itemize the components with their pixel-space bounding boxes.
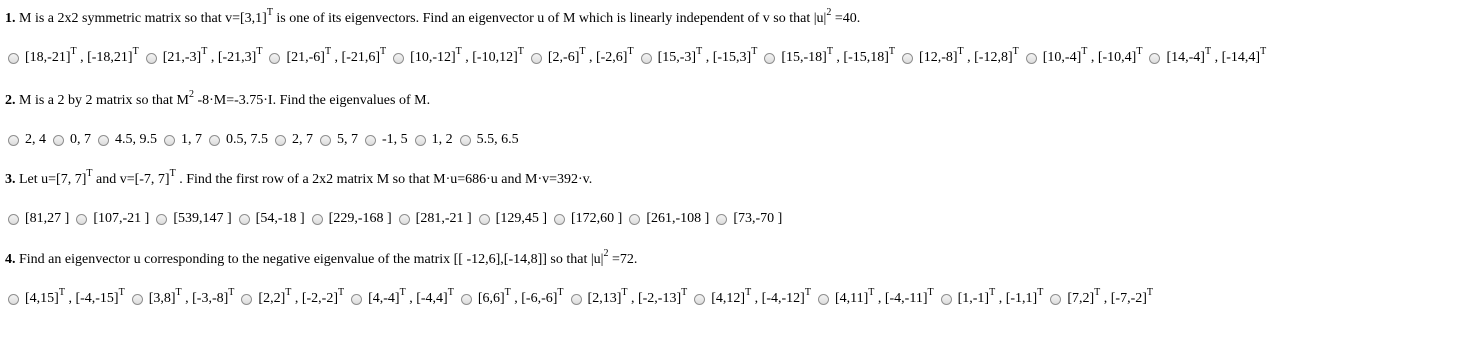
answer-option[interactable]: $[10,-4]^T$ , $[-10,4]^T$ <box>1026 50 1143 66</box>
answer-option[interactable]: 5, 7 <box>320 132 358 148</box>
question-3 <box>5 168 593 188</box>
answer-option[interactable]: $[14,-4]^T$ , $[-14,4]^T$ <box>1149 50 1266 66</box>
answer-option[interactable]: $[2,13]^T$ , $[-2,-13]^T$ <box>571 291 688 307</box>
question-text: M is a 2 by 2 matrix so that $M^2$ -8·M=-3.75·I. Find the eigenvalues of M. <box>19 89 431 108</box>
radio-button[interactable] <box>365 135 376 146</box>
answer-option[interactable]: 0, 7 <box>53 132 91 148</box>
radio-button[interactable] <box>146 53 157 64</box>
answer-option[interactable]: [539,147 ] <box>156 211 231 227</box>
radio-button[interactable] <box>531 53 542 64</box>
answer-options-3 <box>8 211 789 227</box>
answer-option[interactable]: [107,-21 ] <box>76 211 149 227</box>
radio-button[interactable] <box>156 214 167 225</box>
answer-option[interactable]: [81,27 ] <box>8 211 69 227</box>
radio-button[interactable] <box>209 135 220 146</box>
radio-button[interactable] <box>629 214 640 225</box>
radio-button[interactable] <box>415 135 426 146</box>
answer-option[interactable]: 2, 7 <box>275 132 313 148</box>
radio-button[interactable] <box>1026 53 1037 64</box>
radio-button[interactable] <box>818 294 829 305</box>
answer-option[interactable]: 4.5, 9.5 <box>98 132 157 148</box>
radio-button[interactable] <box>479 214 490 225</box>
radio-button[interactable] <box>351 294 362 305</box>
radio-button[interactable] <box>393 53 404 64</box>
radio-button[interactable] <box>239 214 250 225</box>
answer-option[interactable]: $[15,-18]^T$ , $[-15,18]^T$ <box>764 50 895 66</box>
radio-button[interactable] <box>53 135 64 146</box>
radio-button[interactable] <box>320 135 331 146</box>
radio-button[interactable] <box>716 214 727 225</box>
question-text: Find an eigenvector u corresponding to the negative eigenvalue of the matrix [[ -12,6],[-14,8]] so that $|u|^2 =72$. <box>19 248 638 267</box>
radio-button[interactable] <box>461 294 472 305</box>
radio-button[interactable] <box>8 294 19 305</box>
answer-options-4 <box>8 287 1160 307</box>
answer-option[interactable]: $[21,-6]^T$ , $[-21,6]^T$ <box>269 50 386 66</box>
question-2 <box>5 89 431 109</box>
radio-button[interactable] <box>275 135 286 146</box>
answer-option[interactable]: $[2,-6]^T$ , $[-2,6]^T$ <box>531 50 634 66</box>
radio-button[interactable] <box>164 135 175 146</box>
answer-option[interactable]: $[21,-3]^T$ , $[-21,3]^T$ <box>146 50 263 66</box>
answer-options-2 <box>8 132 526 148</box>
radio-button[interactable] <box>764 53 775 64</box>
answer-option[interactable]: [172,60 ] <box>554 211 622 227</box>
radio-button[interactable] <box>554 214 565 225</box>
answer-option[interactable]: $[4,15]^T$ , $[-4,-15]^T$ <box>8 291 125 307</box>
answer-option[interactable]: 0.5, 7.5 <box>209 132 268 148</box>
answer-option[interactable]: $[3,8]^T$ , $[-3,-8]^T$ <box>132 291 235 307</box>
answer-option[interactable]: $[10,-12]^T$ , $[-10,12]^T$ <box>393 50 524 66</box>
answer-option[interactable]: [129,45 ] <box>479 211 547 227</box>
radio-button[interactable] <box>8 214 19 225</box>
question-text: Let u=[7, 7]$^T$ and v=[-7, 7]$^T$ . Find the first row of a 2x2 matrix M so that M·u=686·u and M·v=392·v. <box>19 168 593 187</box>
radio-button[interactable] <box>571 294 582 305</box>
radio-button[interactable] <box>902 53 913 64</box>
radio-button[interactable] <box>694 294 705 305</box>
radio-button[interactable] <box>641 53 652 64</box>
radio-button[interactable] <box>399 214 410 225</box>
answer-option[interactable]: 5.5, 6.5 <box>460 132 519 148</box>
answer-option[interactable]: 1, 7 <box>164 132 202 148</box>
radio-button[interactable] <box>1050 294 1061 305</box>
answer-options-1 <box>8 46 1267 66</box>
question-4 <box>5 248 638 268</box>
answer-option[interactable]: $[7,2]^T$ , $[-7,-2]^T$ <box>1050 291 1153 307</box>
question-1 <box>5 7 861 27</box>
answer-option[interactable]: $[4,12]^T$ , $[-4,-12]^T$ <box>694 291 811 307</box>
radio-button[interactable] <box>8 53 19 64</box>
answer-option[interactable]: $[4,11]^T$ , $[-4,-11]^T$ <box>818 291 934 307</box>
radio-button[interactable] <box>8 135 19 146</box>
answer-option[interactable]: [261,-108 ] <box>629 211 709 227</box>
answer-option[interactable]: 2, 4 <box>8 132 46 148</box>
answer-option[interactable]: $[1,-1]^T$ , $[-1,1]^T$ <box>941 291 1044 307</box>
answer-option[interactable]: [281,-21 ] <box>399 211 472 227</box>
answer-option[interactable]: [54,-18 ] <box>239 211 305 227</box>
answer-option[interactable]: 1, 2 <box>415 132 453 148</box>
answer-option[interactable]: $[4,-4]^T$ , $[-4,4]^T$ <box>351 291 454 307</box>
answer-option[interactable]: $[12,-8]^T$ , $[-12,8]^T$ <box>902 50 1019 66</box>
question-number: 1. <box>5 11 16 26</box>
question-number: 3. <box>5 172 16 187</box>
question-number: 2. <box>5 93 16 108</box>
radio-button[interactable] <box>241 294 252 305</box>
radio-button[interactable] <box>312 214 323 225</box>
answer-option[interactable]: $[6,6]^T$ , $[-6,-6]^T$ <box>461 291 564 307</box>
radio-button[interactable] <box>941 294 952 305</box>
answer-option[interactable]: [73,-70 ] <box>716 211 782 227</box>
question-number: 4. <box>5 252 16 267</box>
radio-button[interactable] <box>1149 53 1160 64</box>
answer-option[interactable]: $[18,-21]^T$ , $[-18,21]^T$ <box>8 50 139 66</box>
answer-option[interactable]: $[15,-3]^T$ , $[-15,3]^T$ <box>641 50 758 66</box>
radio-button[interactable] <box>132 294 143 305</box>
radio-button[interactable] <box>460 135 471 146</box>
answer-option[interactable]: $[2,2]^T$ , $[-2,-2]^T$ <box>241 291 344 307</box>
radio-button[interactable] <box>98 135 109 146</box>
radio-button[interactable] <box>269 53 280 64</box>
radio-button[interactable] <box>76 214 87 225</box>
answer-option[interactable]: -1, 5 <box>365 132 408 148</box>
question-text: M is a 2x2 symmetric matrix so that $v=[3,1]^T$ is one of its eigenvectors. Find an eigenvector u of M which is linearly independent of v so that $|u|^2 =40$. <box>19 7 861 26</box>
answer-option[interactable]: [229,-168 ] <box>312 211 392 227</box>
